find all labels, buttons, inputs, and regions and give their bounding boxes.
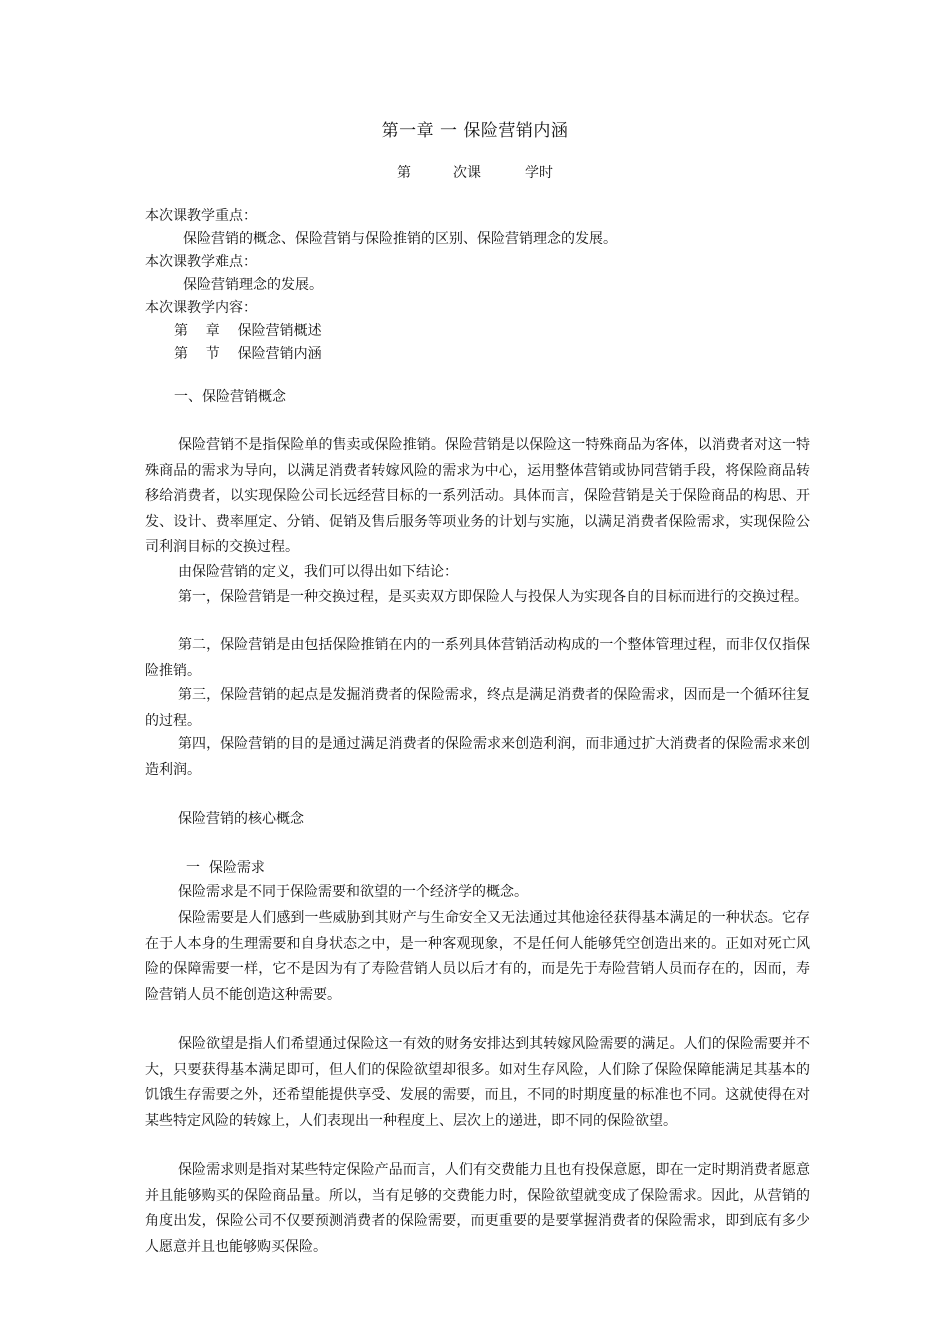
heading-core-concept: 保险营销的核心概念 <box>178 811 304 827</box>
paragraph-conclusion-intro: 由保险营销的定义，我们可以得出如下结论： <box>178 564 458 580</box>
paragraph-insurance-demand: 保险需求则是指对某些特定保险产品而言，人们有交费能力且也有投保意愿，即在一定时期消费者愿意并且能够购买的保险商品量。所以，当有足够的交费能力时，保险欲望就变成了保险需求。因此，从营销的角度出发，保险公司不仅要预测消费者的保险需要，而更重要的是要掌握消费者的保险需求，即到底有多少人愿意并且也能够购买保险。 <box>145 1162 810 1255</box>
paragraph-conclusion-3: 第三，保险营销的起点是发掘消费者的保险需求，终点是满足消费者的保险需求，因而是一个循环往复的过程。 <box>145 687 810 729</box>
lesson-line <box>0 162 950 182</box>
paragraph-insurance-need: 保险需要是人们感到一些威胁到其财产与生命安全又无法通过其他途径获得基本满足的一种状态。它存在于人本身的生理需要和自身状态之中，是一种客观现象，不是任何人能够凭空创造出来的。正如对死亡风险的保障需要一样，它不是因为有了寿险营销人员以后才有的，而是先于寿险营销人员而存在的，因而，寿险营销人员不能创造这种需要。 <box>145 910 810 1003</box>
lesson-hours: 学时 <box>525 165 553 181</box>
paragraph-conclusion-1: 第一，保险营销是一种交换过程，是买卖双方即保险人与投保人为实现各自的目标而进行的交换过程。 <box>178 589 808 605</box>
key-points: 保险营销的概念、保险营销与保险推销的区别、保险营销理念的发展。 <box>183 231 617 247</box>
key-points-label: 本次课教学重点： <box>145 208 257 224</box>
content-label: 本次课教学内容： <box>145 300 257 316</box>
difficulty: 保险营销理念的发展。 <box>183 277 323 293</box>
paragraph-conclusion-2: 第二，保险营销是由包括保险推销在内的一系列具体营销活动构成的一个整体管理过程，而非仅仅指保险推销。 <box>145 637 810 679</box>
paragraph-demand-intro: 保险需求是不同于保险需要和欲望的一个经济学的概念。 <box>178 884 528 900</box>
chapter-line: 第 章 保险营销概述 <box>174 323 322 339</box>
paragraph-insurance-desire: 保险欲望是指人们希望通过保险这一有效的财务安排达到其转嫁风险需要的满足。人们的保险需要并不大，只要获得基本满足即可，但人们的保险欲望却很多。如对生存风险，人们除了保险保障能满足其基本的饥饿生存需要之外，还希望能提供享受、发展的需要，而且，不同的时期度量的标准也不同。这就使得在对某些特定风险的转嫁上，人们表现出一种程度上、层次上的递进，即不同的保险欲望。 <box>145 1036 810 1129</box>
section-line: 第 节 保险营销内涵 <box>174 346 322 362</box>
heading-marketing-concept: 一、保险营销概念 <box>174 389 286 405</box>
heading-insurance-demand: 一 保险需求 <box>186 860 265 876</box>
difficulty-label: 本次课教学难点： <box>145 254 257 270</box>
chapter-title: 第一章 一 保险营销内涵 <box>381 121 569 141</box>
lesson-unit: 次课 <box>453 165 481 181</box>
paragraph-definition: 保险营销不是指保险单的售卖或保险推销。保险营销是以保险这一特殊商品为客体，以消费者对这一特殊商品的需求为导向，以满足消费者转嫁风险的需求为中心，运用整体营销或协同营销手段，将保险商品转移给消费者，以实现保险公司长远经营目标的一系列活动。具体而言，保险营销是关于保险商品的构思、开发、设计、费率厘定、分销、促销及售后服务等项业务的计划与实施，以满足消费者保险需求，实现保险公司利润目标的交换过程。 <box>145 437 810 555</box>
lesson-ordinal: 第 <box>397 165 411 181</box>
paragraph-conclusion-4: 第四，保险营销的目的是通过满足消费者的保险需求来创造利润，而非通过扩大消费者的保险需求来创造利润。 <box>145 736 810 778</box>
